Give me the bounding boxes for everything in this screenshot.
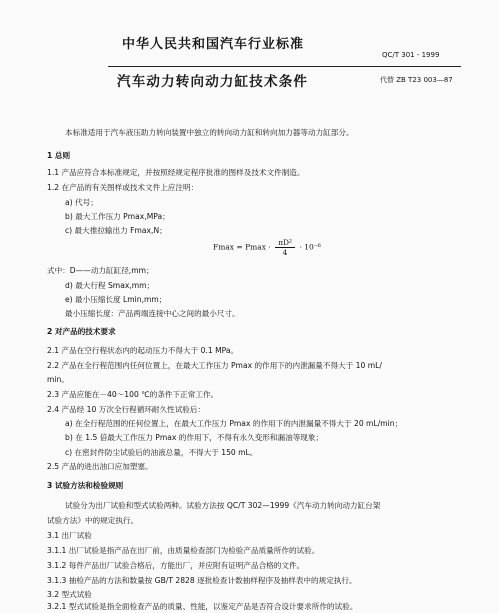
clause-1-2-e: e) 最小压缩长度 Lmin,mm； — [65, 295, 167, 304]
clause-1-2-d: d) 最大行程 Smax,mm； — [65, 281, 155, 290]
clause-1-1: 1.1 产品应符合本标准规定，并按照经规定程序批准的图样及技术文件制造。 — [47, 168, 305, 177]
formula-numerator: πD² — [275, 238, 295, 248]
section-3-intro: 试验分为出厂试验和型式试验两种。试验方法按 QC/T 302—1999《汽车动力转向动力缸台架 — [65, 501, 381, 510]
clause-3-2: 3.2 型式试验 — [47, 590, 92, 599]
formula-lhs: Fmax = Pmax · — [213, 242, 271, 252]
clause-1-2-note: 最小压缩长度：产品两端连接中心之间的最小尺寸。 — [65, 309, 240, 318]
clause-1-2-c: c) 最大推拉输出力 Fmax,N； — [65, 226, 167, 235]
header-rule — [108, 66, 461, 67]
clause-3-1-2: 3.1.2 每件产品出厂试验合格后，方能出厂，并应附有证明产品合格的文件。 — [47, 561, 305, 570]
formula-denominator: 4 — [282, 248, 288, 257]
issuing-org: 中华人民共和国汽车行业标准 — [122, 37, 305, 52]
section-1-heading: 1 总则 — [47, 151, 71, 160]
clause-1-2: 1.2 在产品的有关图样或技术文件上应注明： — [47, 183, 199, 192]
clause-2-3: 2.3 产品应能在－40～100 ℃的条件下正常工作。 — [47, 390, 219, 399]
clause-2-5: 2.5 产品的进出油口应加塑塞。 — [47, 462, 153, 471]
standard-number: QC/T 301 - 1999 — [382, 51, 440, 59]
clause-2-2-cont: min。 — [47, 375, 69, 384]
clause-2-4-b: b) 在 1.5 倍最大工作压力 Pmax 的作用下，不得有永久变形和漏油等现象； — [65, 433, 324, 442]
clause-1-2-b: b) 最大工作压力 Pmax,MPa； — [65, 212, 170, 221]
force-formula — [213, 238, 321, 257]
clause-2-4-a: a) 在全行程范围的任何位置上，在最大工作压力 Pmax 的作用下的内泄漏量不得大于 20 mL/min； — [65, 419, 403, 428]
clause-2-2: 2.2 产品在全行程范围内任何位置上，在最大工作压力 Pmax 的作用下的内泄漏量不得大于 10 mL/ — [47, 361, 382, 370]
clause-3-2-1: 3.2.1 型式试验是指全面检查产品的质量、性能，以鉴定产品是否符合设计要求所作的试验。 — [47, 602, 358, 611]
section-3-intro-cont: 试验方法》中的规定执行。 — [47, 516, 139, 525]
clause-2-4-c: c) 在密封件防尘试验后的油液总量，不得大于 150 mL。 — [65, 448, 258, 457]
clause-3-1-3: 3.1.3 抽检产品的方法和数量按 GB/T 2828 逐批检查计数抽样程序及抽样表中的规定执行。 — [47, 576, 357, 585]
clause-3-1: 3.1 出厂试验 — [47, 531, 92, 540]
clause-2-1: 2.1 产品在空行程状态内的起动压力不得大于 0.1 MPa。 — [47, 346, 239, 355]
formula-where: 式中：D——动力缸缸径,mm； — [47, 266, 154, 275]
clause-1-2-a: a) 代号； — [65, 198, 98, 207]
section-2-heading: 2 对产品的技术要求 — [47, 327, 116, 336]
intro-paragraph: 本标准适用于汽车液压助力转向装置中独立的转向动力缸和转向加力器等动力缸部分。 — [65, 128, 354, 137]
replaces-code: 代替 ZB T23 003—87 — [380, 76, 453, 84]
clause-2-4: 2.4 产品经 10 万次全行程循环耐久性试验后： — [47, 405, 206, 414]
formula-tail: · 10⁻⁶ — [299, 242, 321, 252]
document-title: 汽车动力转向动力缸技术条件 — [117, 74, 309, 90]
formula-fraction — [275, 238, 295, 257]
clause-3-1-1: 3.1.1 出厂试验是指产品在出厂前，由质量检查部门为检验产品质量所作的试验。 — [47, 546, 320, 555]
section-3-heading: 3 试验方法和检验规则 — [47, 481, 124, 490]
